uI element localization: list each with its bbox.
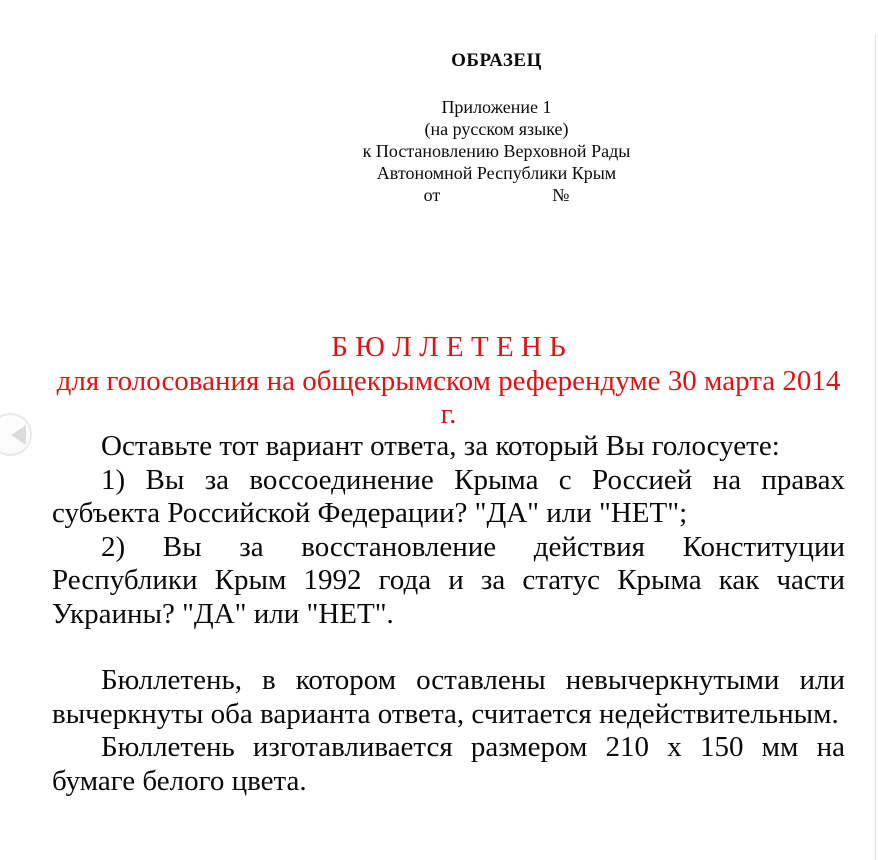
ballot-subtitle: для голосования на общекрымском референдуме 30 марта 2014 г. [56,364,841,430]
ballot-heading [52,331,845,432]
annex-line-1: Приложение 1 [441,97,552,117]
paragraph-invalid-rule: Бюллетень, в котором оставлены невычеркнутыми или вычеркнуты оба варианта ответа, считается недействительным. [52,664,845,730]
paragraph-size-spec: Бюллетень изготавливается размером 210 х 150 мм на бумаге белого цвета. [52,731,845,797]
sample-label: ОБРАЗЕЦ [451,50,542,71]
number-label: № [552,185,570,205]
ballot-body [52,430,845,798]
paragraph-option-1: 1) Вы за воссоединение Крыма с Россией на правах субъекта Российской Федерации? "ДА" или "НЕТ"; [52,463,845,529]
annex-line-3: к Постановлению Верховной Рады [362,141,631,161]
paragraph-option-2: 2) Вы за восстановление действия Конституции Республики Крым 1992 года и за статус Крыма как части Украины? "ДА" или "НЕТ". [52,530,845,630]
annex-date-number-row [114,184,879,206]
left-arrow-icon [11,425,26,445]
previous-image-button[interactable] [0,413,32,456]
annex-line-4: Автономной Республики Крым [376,163,617,183]
annex-block [114,96,879,206]
ballot-title: Б Ю Л Л Е Т Е Н Ь [331,331,566,363]
annex-line-2: (на русском языке) [424,119,569,139]
paragraph-instruction: Оставьте тот вариант ответа, за который Вы голосуете: [101,430,780,462]
date-label: от [423,185,441,205]
